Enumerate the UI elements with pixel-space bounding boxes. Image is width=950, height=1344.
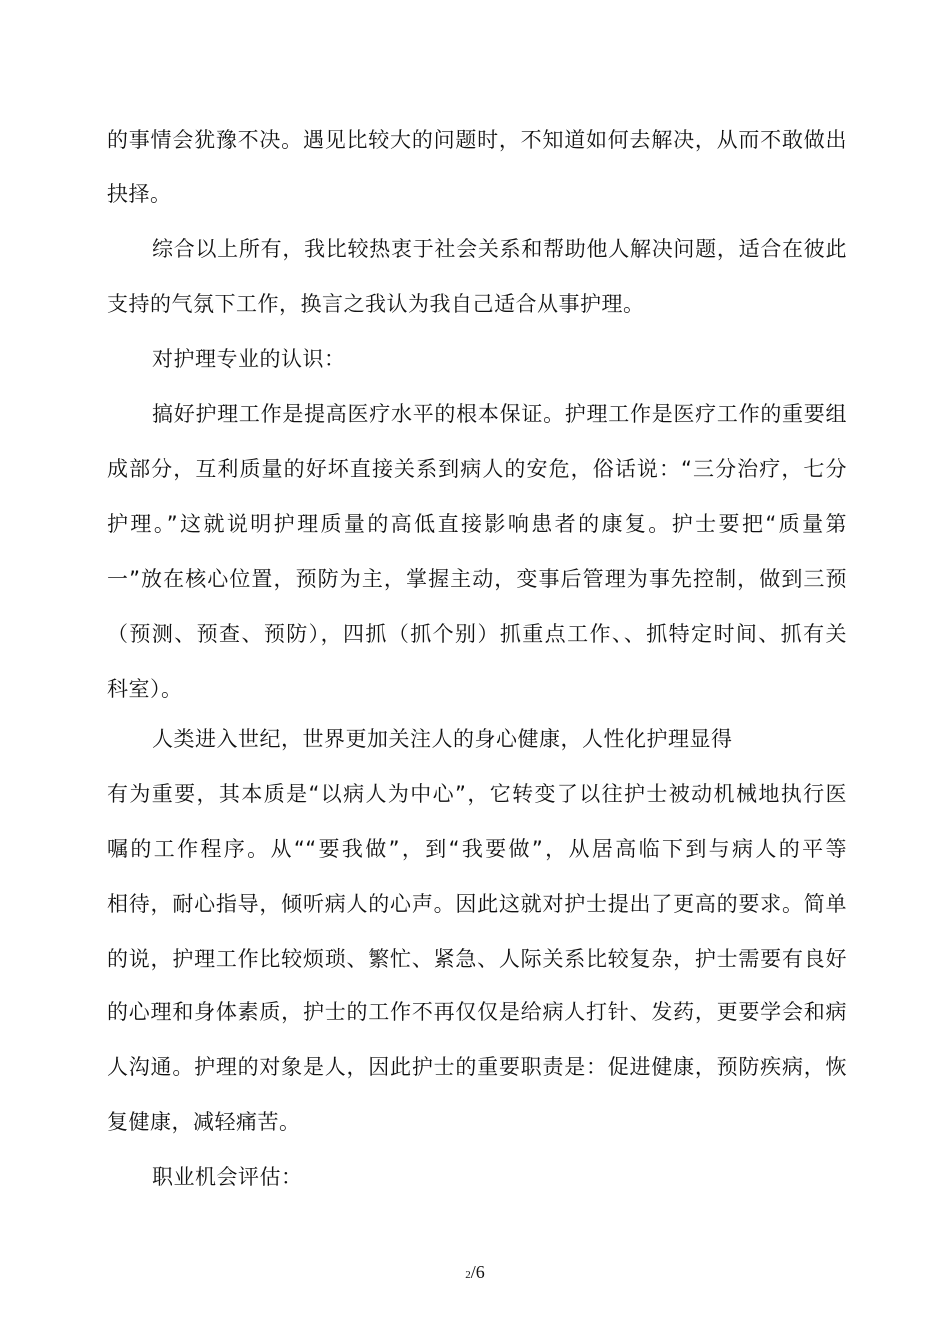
text-line: 抉择。 — [107, 182, 172, 206]
page-number-current: 2 — [465, 1269, 471, 1281]
text-line: 的说，护理工作比较烦琐、繁忙、紧急、人际关系比较复杂，护士需要有良好 — [107, 947, 847, 971]
text-line: 嘱的工作程序。从““要我做”，到“我要做”，从居高临下到与病人的平等 — [107, 837, 847, 861]
text-line: （预测、预查、预防），四抓（抓个别）抓重点工作、、抓特定时间、抓有关 — [107, 622, 847, 646]
text-line: 复健康，减轻痛苦。 — [107, 1110, 301, 1134]
text-line: 人类进入世纪，世界更加关注人的身心健康，人性化护理显得 — [152, 727, 733, 751]
text-line: 相待，耐心指导，倾听病人的心声。因此这就对护士提出了更高的要求。简单 — [107, 892, 847, 916]
text-line: 科室）。 — [107, 677, 183, 701]
page-number-total: /6 — [470, 1262, 485, 1282]
text-line: 综合以上所有，我比较热衷于社会关系和帮助他人解决问题，适合在彼此 — [152, 237, 847, 261]
text-line: 支持的气氛下工作，换言之我认为我自己适合从事护理。 — [107, 292, 645, 316]
text-line: 一”放在核心位置，预防为主，掌握主动，变事后管理为事先控制，做到三预 — [107, 567, 847, 591]
section-heading: 职业机会评估： — [152, 1165, 303, 1189]
text-line: 搞好护理工作是提高医疗水平的根本保证。护理工作是医疗工作的重要组 — [152, 402, 847, 426]
page-number — [0, 1261, 950, 1286]
section-heading: 对护理专业的认识： — [152, 347, 346, 371]
text-line: 有为重要，其本质是“以病人为中心”，它转变了以往护士被动机械地执行医 — [107, 782, 847, 806]
text-line: 成部分，互利质量的好坏直接关系到病人的安危，俗话说：“三分治疗，七分 — [107, 457, 847, 481]
text-line: 的事情会犹豫不决。遇见比较大的问题时，不知道如何去解决，从而不敢做出 — [107, 128, 847, 152]
text-line: 的心理和身体素质，护士的工作不再仅仅是给病人打针、发药，更要学会和病 — [107, 1000, 847, 1024]
text-line: 护理。”这就说明护理质量的高低直接影响患者的康复。护士要把“质量第 — [107, 512, 847, 536]
text-line: 人沟通。护理的对象是人，因此护士的重要职责是：促进健康，预防疾病，恢 — [107, 1055, 847, 1079]
